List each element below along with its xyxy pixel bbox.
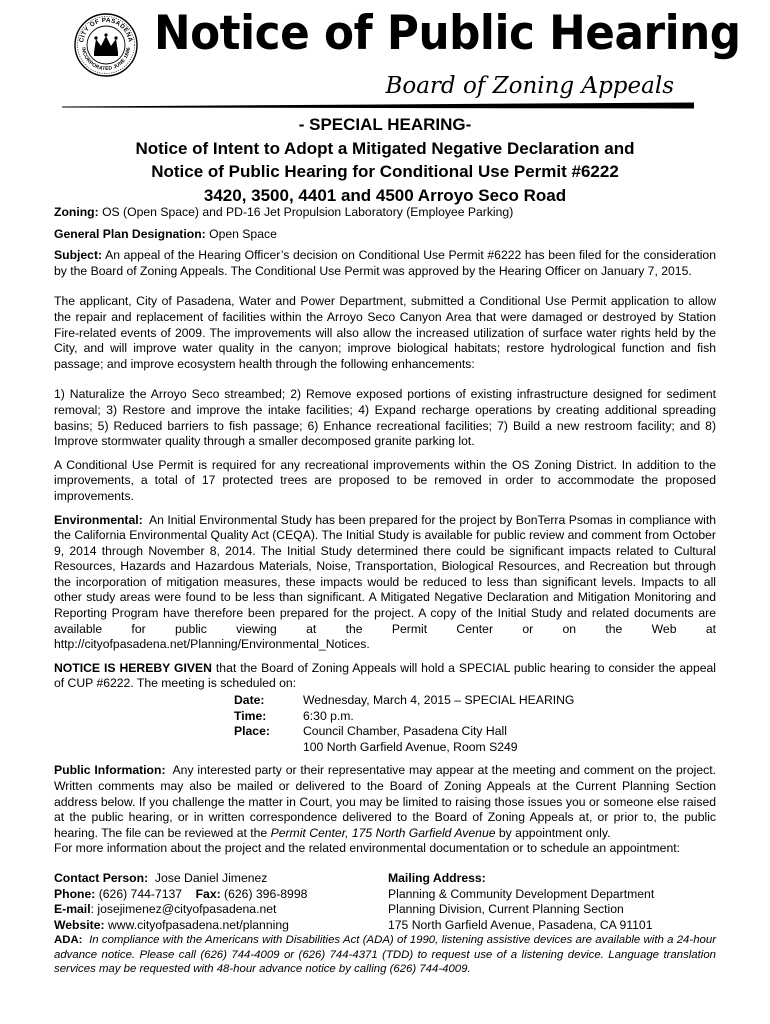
subject-text: An appeal of the Hearing Officer’s decision on Conditional Use Permit #6222 has been filed for the consideration by the Board of Zoning Appeals. The Conditional Use Permit was approved by the Hearing Officer on January 7, 2015.: [54, 248, 716, 278]
special-hearing-line: - SPECIAL HEARING-: [298, 115, 472, 134]
contact-section: [54, 871, 716, 933]
city-seal-logo: [74, 13, 138, 77]
zoning-label: Zoning:: [54, 205, 99, 219]
date-label: Date:: [234, 693, 265, 708]
mailing-line2: Planning Division, Current Planning Section: [388, 902, 624, 917]
ada-label: ADA:: [54, 934, 83, 947]
notice-label: NOTICE IS HEREBY GIVEN: [54, 660, 212, 675]
environmental-label: Environmental:: [54, 512, 143, 527]
intent-line: Notice of Intent to Adopt a Mitigated Negative Declaration and: [135, 138, 635, 158]
general-plan-paragraph: [54, 227, 716, 243]
place-value-line2: 100 North Garfield Avenue, Room S249: [303, 739, 518, 754]
general-plan-text: Open Space: [209, 226, 277, 241]
public-info-paragraph: [54, 763, 716, 841]
applicant-paragraph: The applicant, City of Pasadena, Water and Power Department, submitted a Conditional Use Permit application to allow the repair and replacement of facilities within the Arroyo Seco Canyon Area that were damaged or destroyed by Station Fire-related events of 2009. The improvements will also allow the increased utilization of surface water rights held by the City, and will improve water quality in the canyon; improve biological habitats; restore hydrological function and fish passage; and improve ecosystem health through the following enhancements:: [54, 294, 716, 371]
public-info-appointment: by appointment only.: [498, 825, 611, 840]
time-label: Time:: [234, 708, 267, 723]
subject-paragraph: [54, 248, 716, 279]
zoning-paragraph: [54, 205, 716, 221]
contact-column: Contact Person: Jose Daniel Jimenez Phone: (626) 744-7137 Fax: (626) 396-8998 E-mail: josejimenez@cityofpasadena.net Website: www.cityofpasadena.net/planning: [54, 870, 308, 932]
contact-person-label: Contact Person:: [54, 870, 149, 885]
zoning-text: OS (Open Space) and PD-16 Jet Propulsion Laboratory (Employee Parking): [102, 205, 514, 219]
cup-line: Notice of Public Hearing for Conditional Use Permit #6222: [151, 162, 619, 181]
phone-value: (626) 744-7137: [98, 886, 183, 901]
subject-label: Subject:: [54, 248, 103, 263]
website-label: Website:: [54, 917, 105, 932]
place-value-line1: Council Chamber, Pasadena City Hall: [303, 724, 507, 739]
mailing-label: Mailing Address:: [388, 870, 486, 885]
more-info-line: For more information about the project and the related environmental documentation or to schedule an appointment:: [54, 841, 681, 856]
meeting-schedule: [234, 693, 574, 755]
notice-title: Notice of Public Hearing: [154, 6, 741, 61]
place-label: Place:: [234, 724, 270, 739]
date-value: Wednesday, March 4, 2015 – SPECIAL HEARING: [303, 693, 575, 708]
notice-heading: [54, 113, 716, 207]
fax-label: Fax:: [195, 886, 221, 901]
mailing-column: [388, 871, 716, 933]
address-line: 3420, 3500, 4401 and 4500 Arroyo Seco Road: [203, 185, 567, 205]
environmental-text: An Initial Environmental Study has been prepared for the project by BonTerra Psomas in compliance with the California Environmental Quality Act (CEQA). The Initial Study is available for public review and comment from October 9, 2014 through November 8, 2014. The Initial Study determined there could be significant impacts related to Cultural Resources, Hazards and Hazardous Materials, Noise, Transportation, Biological Resources, and Recreation but through the incorporation of mitigation measures, these impacts would be reduced to less than significant levels. Impacts to all other study areas were found to be less than significant. A Mitigated Negative Declaration and Mitigation Monitoring and Reporting Program have therefore been prepared for the project. A copy of the Initial Study and related documents are available for public viewing at the Permit Center or on the Web at http://cityofpasadena.net/Planning/Environmental_Notices.: [54, 512, 716, 652]
permit-center-text: Permit Center, 175 North Garfield Avenue: [270, 825, 496, 840]
notice-text: that the Board of Zoning Appeals will hold a SPECIAL public hearing to consider the appeal of CUP #6222. The meeting is scheduled on:: [54, 660, 716, 691]
public-info-text: Any interested party or their representative may appear at the meeting and comment on the project. Written comments may also be mailed or delivered to the Board of Zoning Appeals at the Current Planning Section address below. If you challenge the matter in Court, you may be limited to raising those issues you or someone else raised at the public hearing, or in written correspondence delivered to the Board of Zoning Appeals at, or prior to, the public hearing. The file can be reviewed at the: [54, 763, 716, 840]
svg-text:INCORPORATED JUNE 1886: INCORPORATED JUNE 1886: [80, 46, 132, 73]
ada-text: In compliance with the Americans with Disabilities Act (ADA) of 1990, listening assistive devices are available with a 24-hour advance notice. Please call (626) 744-4009 or (626) 744-4371 (TDD) to request use of a listening device. Language translation services may be requested with 48-hour advance notice by calling (626) 744-4009.: [54, 934, 716, 976]
phone-label: Phone:: [54, 886, 96, 901]
header-divider: [62, 102, 694, 109]
mailing-line1: Planning & Community Development Department: [388, 886, 655, 901]
board-subtitle: Board of Zoning Appeals: [385, 73, 674, 99]
enhancements-paragraph: 1) Naturalize the Arroyo Seco streambed; 2) Remove exposed portions of existing infrastructure designed for sediment removal; 3) Restore and improve the intake facilities; 4) Expand recharge operations by creating additional spreading basins; 5) Reduced barriers to fish passage; 6) Enhance recreational facilities; 7) Build a new restroom facility; and 8) Improve stormwater quality through a smaller decomposed granite parking lot.: [54, 387, 716, 449]
general-plan-label: General Plan Designation:: [54, 226, 206, 241]
ada-paragraph: [54, 933, 716, 977]
notice-body: [54, 205, 716, 977]
email-link[interactable]: josejimenez@cityofpasadena.net: [97, 902, 277, 917]
time-value: 6:30 p.m.: [303, 708, 354, 723]
contact-person-value: Jose Daniel Jimenez: [154, 870, 268, 885]
cup-required-paragraph: A Conditional Use Permit is required for any recreational improvements within the OS Zoning District. In addition to the improvements, a total of 17 protected trees are proposed to be removed in order to accommodate the proposed improvements.: [54, 457, 716, 503]
fax-value: (626) 396-8998: [224, 886, 308, 901]
svg-text:CITY OF PASADENA: CITY OF PASADENA: [78, 16, 134, 43]
email-label: E-mail: [54, 902, 91, 917]
public-info-label: Public Information:: [54, 763, 166, 778]
environmental-paragraph: [54, 513, 716, 653]
website-link[interactable]: www.cityofpasadena.net/planning: [107, 917, 289, 932]
notice-paragraph: [54, 661, 716, 692]
mailing-line3: 175 North Garfield Avenue, Pasadena, CA 91101: [388, 917, 653, 932]
